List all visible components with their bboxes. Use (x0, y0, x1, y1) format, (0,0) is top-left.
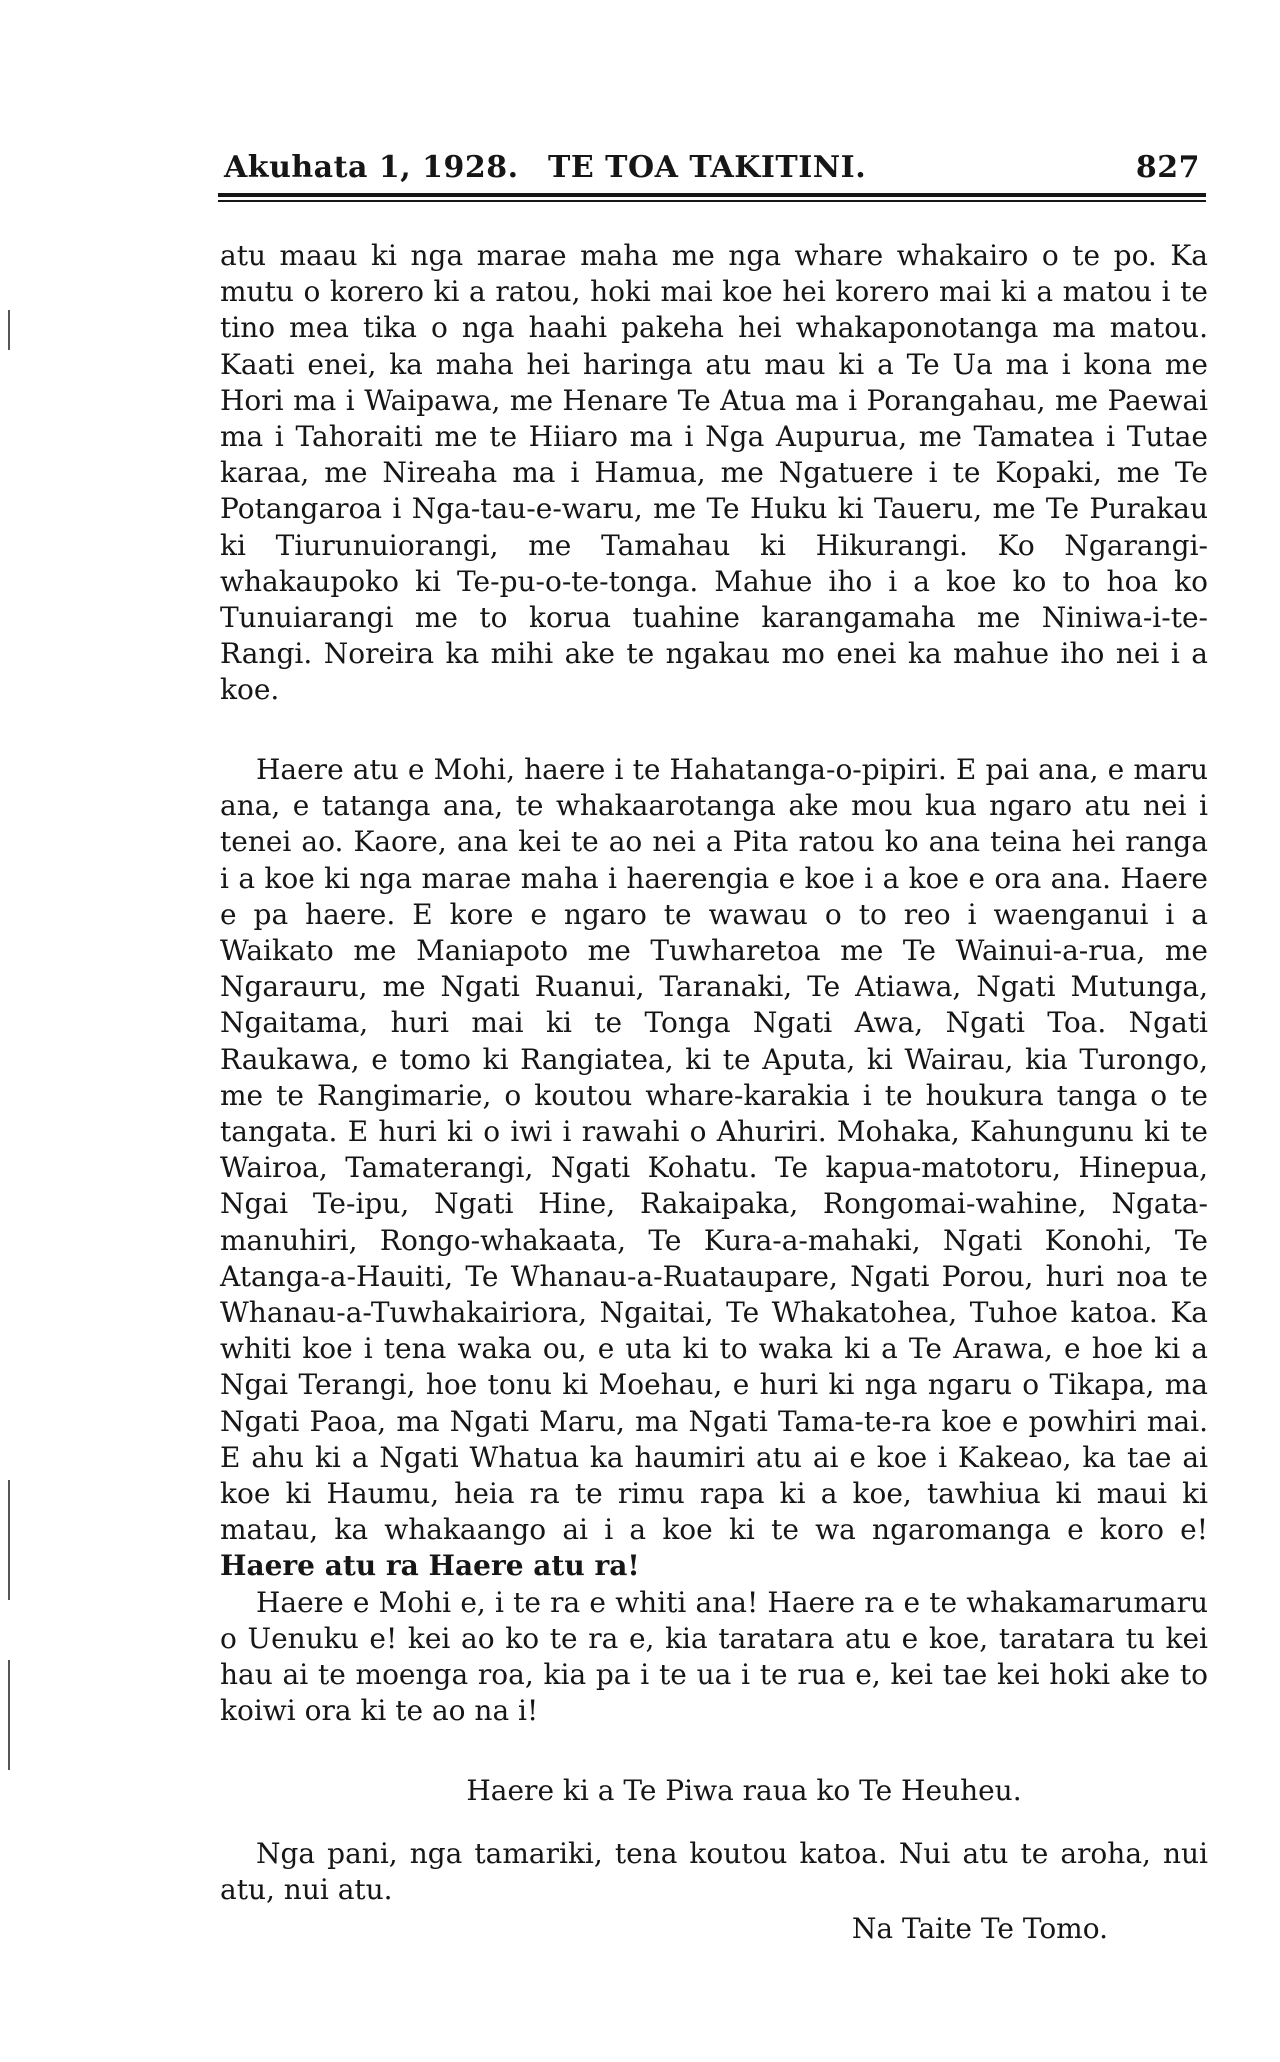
header-rule-thin (218, 200, 1206, 202)
paragraph-1: atu maau ki nga marae maha me nga whare whakairo o te po. Ka mutu o korero ki a ratou, hoki mai koe hei korero mai ki a matou i te tino mea tika o nga haahi pakeha hei whakaponotanga ma matou. Kaati enei, ka maha hei haringa atu mau ki a Te Ua ma i kona me Hori ma i Waipawa, me Henare Te Atua ma i Porangahau, me Paewai ma i Tahoraiti me te Hiiaro ma i Nga Aupurua, me Tamatea i Tutae karaa, me Nireaha ma i Hamua, me Ngatuere i te Kopaki, me Te Potangaroa i Nga-tau-e-waru, me Te Huku ki Taueru, me Te Purakau ki Tiurunuiorangi, me Tamahau ki Hikurangi. Ko Ngarangi-whakaupoko ki Te-pu-o-te-tonga. Mahue iho i a koe ko to hoa ko Tunuiarangi me to korua tuahine karangamaha me Niniwa-i-te-Rangi. Noreira ka mihi ake te ngakau mo enei ka mahue iho nei i a koe. (220, 239, 1208, 707)
page-header (218, 150, 1208, 190)
margin-mark (8, 1480, 10, 1600)
paragraph-2 (220, 752, 1208, 1729)
paragraph-2-cry: Haere atu ra Haere atu ra! (220, 1549, 640, 1583)
greeting-paragraph: Nga pani, nga tamariki, tena koutou katoa. Nui atu te aroha, nui atu, nui atu. (220, 1837, 1208, 1906)
page-number: 827 (1135, 150, 1200, 185)
header-rule-thick (218, 193, 1206, 197)
margin-mark (8, 1660, 10, 1770)
farewell-line: Haere ki a Te Piwa raua ko Te Heuheu. (466, 1774, 1022, 1807)
journal-title: TE TOA TAKITINI. (548, 150, 867, 185)
paragraph-3-text: Haere e Mohi e, i te ra e whiti ana! Haere ra e te whakamarumaru o Uenuku e! kei ao ko te ra e, kia taratara atu e koe, taratara tu kei hau ai te moenga roa, kia pa i te ua i te rua e, kei tae kei hoki ake to koiwi ora ki te ao na i! (220, 1585, 1208, 1728)
issue-date: Akuhata 1, 1928. (224, 150, 519, 185)
margin-mark (8, 310, 10, 350)
paragraph-2-text: Haere atu e Mohi, haere i te Hahatanga-o-pipiri. E pai ana, e maru ana, e tatanga ana, te whakaarotanga ake mou kua ngaro atu nei i tenei ao. Kaore, ana kei te ao nei a Pita ratou ko ana teina hei ranga i a koe ki nga marae maha i haerengia e koe i a koe e ora ana. Haere e pa haere. E kore e ngaro te wawau o to reo i waenganui i a Waikato me Maniapoto me Tuwharetoa me Te Wainui-a-rua, me Ngarauru, me Ngati Ruanui, Taranaki, Te Atiawa, Ngati Mutunga, Ngaitama, huri mai ki te Tonga Ngati Awa, Ngati Toa. Ngati Raukawa, e tomo ki Rangiatea, ki te Aputa, ki Wairau, kia Turongo, me te Rangimarie, o koutou whare-karakia i te houkura tanga o te tangata. E huri ki o iwi i rawahi o Ahuriri. Mohaka, Kahungunu ki te Wairoa, Tamaterangi, Ngati Kohatu. Te kapua-matotoru, Hinepua, Ngai Te-ipu, Ngati Hine, Rakaipaka, Rongomai-wahine, Ngata-manuhiri, Rongo-whakaata, Te Kura-a-mahaki, Ngati Konohi, Te Atanga-a-Hauiti, Te Whanau-a-Ruataupare, Ngati Porou, huri noa te Whanau-a-Tuwhakairiora, Ngaitai, Te Whakatohea, Tuhoe katoa. Ka whiti koe i tena waka ou, e uta ki to waka ki a Te Arawa, e hoe ki a Ngai Terangi, hoe tonu ki Moehau, e huri ki nga ngaru o Tikapa, ma Ngati Paoa, ma Ngati Maru, ma Ngati Tama-te-ra koe e powhiri mai. E ahu ki a Ngati Whatua ka haumiri atu ai e koe i Kakeao, ka tae ai koe ki Haumu, heia ra te rimu rapa ki a koe, tawhiua ki maui ki matau, ka whakaango ai i a koe ki te wa ngaromanga e koro e! (220, 753, 1208, 1547)
signature: Na Taite Te Tomo. (851, 1912, 1108, 1945)
